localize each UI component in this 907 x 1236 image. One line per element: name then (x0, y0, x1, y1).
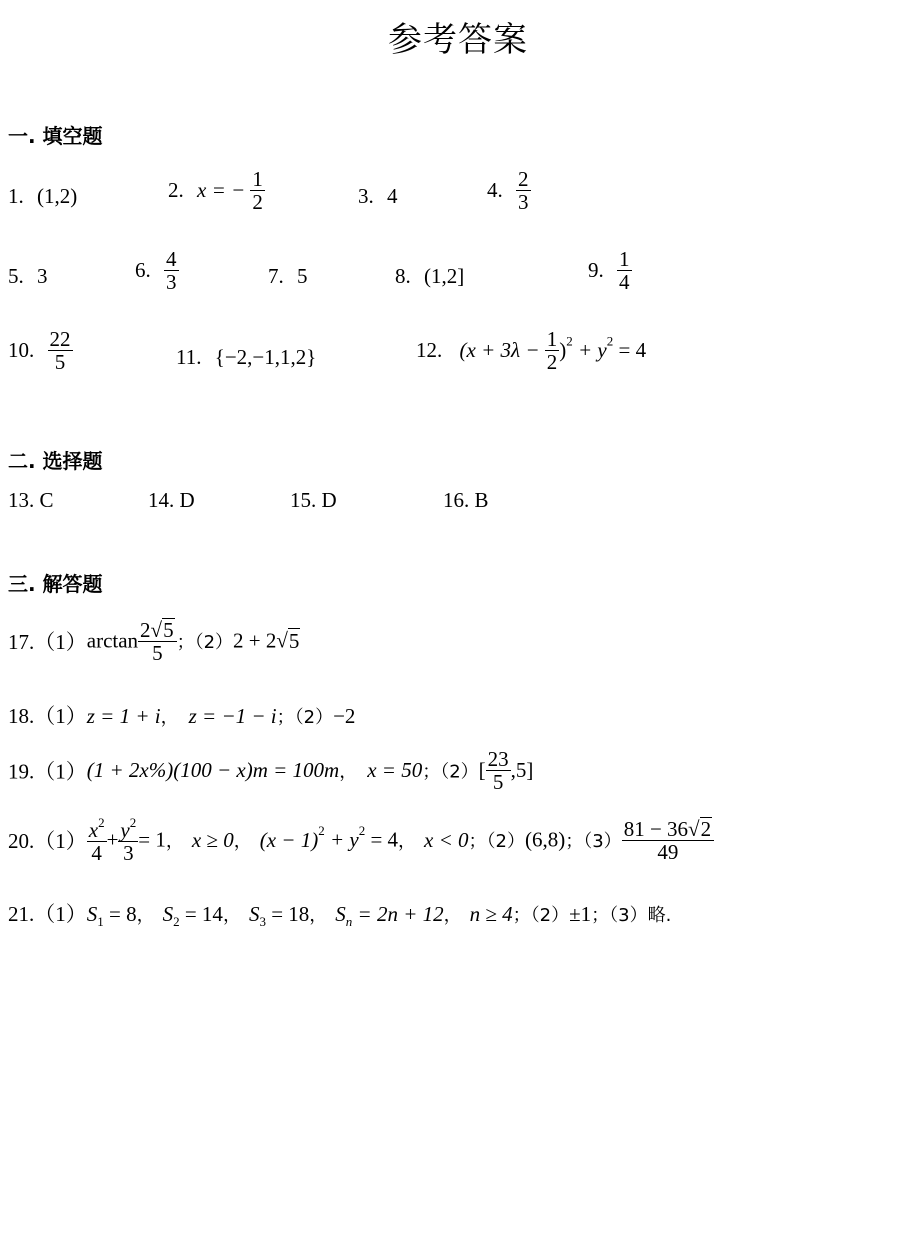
circle-equation: = 4 (365, 827, 399, 852)
separator: ， (309, 905, 328, 926)
section-heading-solve: 三. 解答题 (8, 572, 103, 596)
answer-11 (176, 345, 316, 370)
answer-20 (8, 816, 714, 864)
answer-8 (395, 264, 464, 289)
answer-part1: z = 1 + i (86, 704, 161, 728)
subscript: 3 (259, 914, 266, 929)
answer-6 (135, 248, 179, 293)
sequence-term: S (248, 902, 260, 926)
answer-part2: (6,8) (524, 827, 566, 852)
answer-15: 15. D (290, 488, 337, 512)
answer-expression: (x + 3λ − (459, 338, 540, 363)
bracket: ,5] (510, 758, 534, 783)
separator: ， (443, 905, 462, 926)
answer-part2: 2 + 2 (233, 628, 277, 653)
separator: ， (160, 707, 179, 728)
answer-lhs: x = − (197, 178, 246, 203)
answer-fraction: $\frac{1}{2}$ (546, 327, 558, 375)
separator: ；（2） (468, 831, 525, 853)
ellipse-term-y: $\frac{y^2}{3}$ (120, 815, 137, 866)
answer-fraction: $\frac{2}{3}$ (518, 167, 529, 215)
function-name: arctan (86, 628, 139, 653)
answer-value: 4 (387, 184, 398, 208)
answer-fraction: $\frac{1}{4}$ (619, 247, 630, 295)
section-heading-fill: 一. 填空题 (8, 124, 103, 148)
term-value: = 2n + 12 (352, 902, 444, 926)
question-number: 1. (8, 184, 24, 208)
question-label: 19.（1） (8, 759, 87, 784)
answer-value: (1,2] (424, 264, 465, 288)
exponent: 2 (318, 822, 325, 838)
answer-19 (8, 748, 533, 793)
answer-part1b: x = 50 (367, 758, 423, 783)
question-number: 5. (8, 264, 24, 288)
answer-17: 17.（1）arctan $\frac{2√5}{5}$ ；（2）2 + 2√5 (8, 618, 300, 666)
circle-equation: (x − 1) (259, 827, 319, 852)
answer-13: 13. C (8, 488, 54, 512)
question-number: 11. (176, 345, 202, 369)
answer-fraction: $\frac{1}{2}$ (252, 167, 263, 215)
question-label: 17.（1） (8, 630, 87, 655)
answer-18 (8, 700, 355, 730)
bracket: [ (478, 758, 486, 783)
answer-2 (168, 168, 265, 213)
ellipse-term-x: $\frac{x^2}{4}$ (88, 815, 105, 866)
exponent: 2 (358, 822, 366, 838)
answer-21 (8, 898, 671, 930)
expression-part: = 4 (613, 338, 647, 363)
answer-value: (1,2) (37, 184, 78, 208)
page-title: 参考答案 (388, 20, 528, 60)
paren: ) (559, 338, 567, 363)
answer-part2: ±1 (569, 902, 592, 926)
question-label: 21.（1） (8, 902, 87, 926)
subscript: 1 (97, 914, 104, 929)
separator: ， (165, 831, 184, 853)
answer-fraction: $\frac{81 - 36√2}{49}$ (622, 817, 714, 863)
answer-part3: 略. (647, 905, 672, 926)
sequence-term: S (335, 902, 346, 926)
question-number: 8. (395, 264, 411, 288)
separator: ；（3） (591, 905, 648, 926)
separator: ， (233, 831, 252, 853)
separator: ；（2） (512, 905, 570, 926)
answer-fraction: $\frac{22}{5}$ (49, 327, 71, 375)
circle-equation: + y (324, 827, 359, 852)
answer-fraction: $\frac{2√5}{5}$ (138, 618, 177, 664)
answer-10 (8, 328, 73, 373)
answer-fraction: $\frac{4}{3}$ (166, 247, 177, 295)
answer-part1b: z = −1 − i (188, 704, 277, 728)
sequence-term: S (162, 902, 174, 926)
separator: ；（2） (276, 707, 334, 728)
separator: ， (339, 761, 358, 783)
term-value: = 18 (265, 902, 310, 926)
operator: + (106, 827, 119, 852)
question-number: 12. (416, 338, 443, 363)
question-number: 4. (487, 178, 503, 203)
question-number: 9. (588, 258, 604, 283)
separator: ；（3） (565, 831, 622, 853)
separator: ；（2） (422, 761, 479, 783)
condition: x ≥ 0 (191, 827, 234, 852)
separator: ；（2） (176, 632, 234, 654)
subscript: n (345, 914, 353, 929)
radicand: 5 (288, 629, 300, 654)
exponent: 2 (606, 333, 614, 349)
answer-9 (588, 248, 632, 293)
sequence-term: S (86, 902, 98, 926)
exponent: 2 (566, 333, 573, 349)
condition: n ≥ 4 (469, 902, 513, 926)
answer-4 (487, 168, 531, 213)
question-label: 20.（1） (8, 829, 87, 854)
term-value: = 14 (179, 902, 223, 926)
section-heading-choice: 二. 选择题 (8, 449, 103, 473)
separator: ， (222, 905, 241, 926)
equals: = 1 (138, 827, 166, 852)
subscript: 2 (173, 914, 180, 929)
question-number: 6. (135, 258, 151, 283)
separator: ， (398, 831, 417, 853)
condition: x < 0 (424, 827, 469, 852)
question-label: 18.（1） (8, 704, 87, 728)
answer-value: {−2,−1,1,2} (214, 345, 317, 369)
question-number: 3. (358, 184, 374, 208)
answer-part2: −2 (333, 704, 356, 728)
expression-part: + y (572, 338, 607, 363)
separator: ， (136, 905, 155, 926)
answer-5 (8, 264, 48, 289)
answer-fraction: $\frac{23}{5}$ (487, 747, 509, 795)
answer-value: 5 (297, 264, 308, 288)
answer-value: 3 (37, 264, 48, 288)
question-number: 2. (168, 178, 184, 203)
answer-16: 16. B (443, 488, 489, 512)
question-number: 10. (8, 338, 35, 363)
answer-part1: (1 + 2x%)(100 − x)m = 100m (86, 758, 340, 783)
answer-1 (8, 184, 77, 209)
answer-7 (268, 264, 308, 289)
term-value: = 8 (103, 902, 137, 926)
question-number: 7. (268, 264, 284, 288)
answer-14: 14. D (148, 488, 195, 512)
answer-3 (358, 184, 398, 209)
answer-12 (416, 328, 646, 373)
